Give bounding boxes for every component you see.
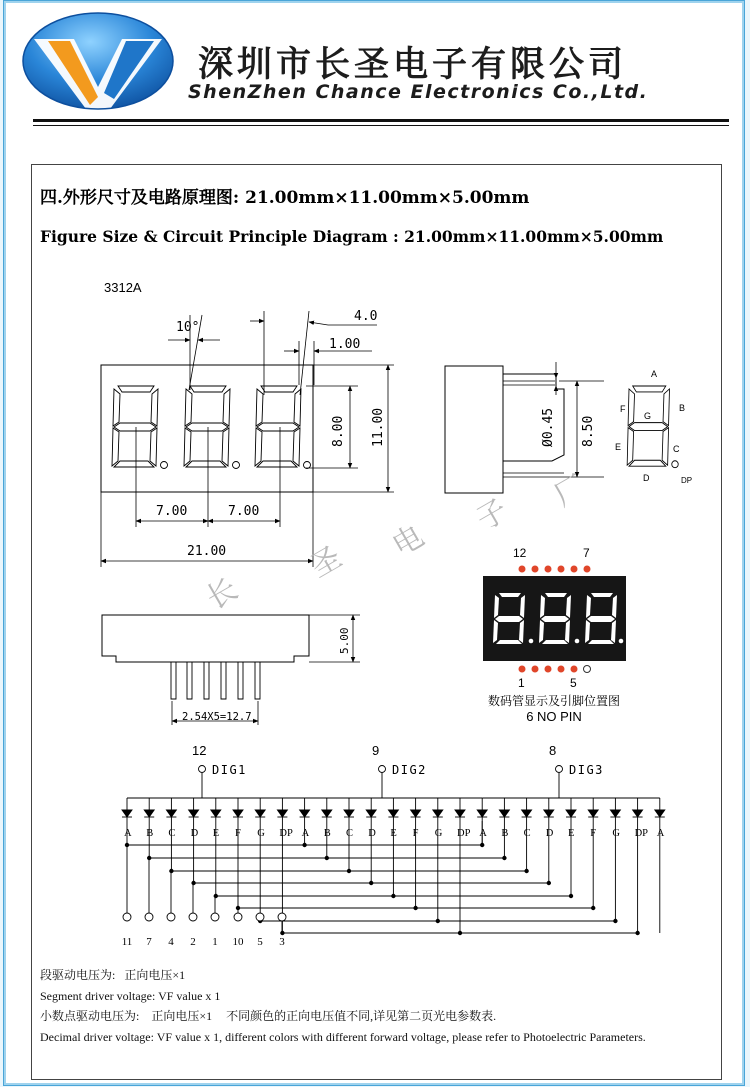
segment-label: C [168, 828, 176, 839]
led-diode [455, 810, 465, 817]
pin-caption-english: 6 NO PIN [526, 709, 582, 724]
note-decimal-cn [40, 1006, 716, 1027]
pin-number: 1 [212, 936, 218, 948]
pin-pitch-label: 2.54X5=12.7 [182, 711, 252, 723]
segment-label: G [612, 828, 620, 839]
section-title-chinese: 四.外形尺寸及电路原理图: 21.00mm×11.00mm×5.00mm [40, 188, 530, 208]
pin-number: 10 [232, 936, 244, 948]
seg-label-e: E [615, 442, 622, 452]
dim-width: 21.00 [187, 544, 227, 559]
circuit-diagram [122, 766, 665, 936]
segment-label: C [523, 828, 531, 839]
bottom-view [102, 615, 360, 725]
led-diode [544, 810, 554, 817]
segment-label: E [212, 828, 220, 839]
front-view [101, 280, 394, 567]
pin-number: 2 [190, 936, 196, 948]
led-diode [411, 810, 421, 817]
pin-diagram [483, 546, 626, 724]
segment-label: A [479, 828, 487, 839]
segment-label: D [545, 828, 554, 839]
company-name-chinese: 深圳市长圣电子有限公司 [198, 45, 628, 85]
page [6, 3, 742, 1083]
led-diode [655, 810, 665, 817]
segment-label: A [301, 828, 310, 839]
side-height: 8.50 [581, 415, 596, 447]
pin-terminal [211, 913, 219, 921]
segment-label: E [390, 828, 397, 839]
led-diode [322, 810, 332, 817]
segment-label: F [235, 828, 241, 839]
dim-total-height: 11.00 [371, 407, 386, 447]
led-diode [388, 810, 398, 817]
segment-label: F [412, 828, 419, 839]
led-diode [522, 810, 532, 817]
seg-label-d: D [643, 473, 650, 483]
notes [40, 965, 716, 1047]
watermark-char: 电 [386, 518, 430, 564]
seg-label-g: G [644, 411, 652, 421]
dim-digit-height: 8.00 [331, 415, 346, 447]
note-seg-cn-value: 正向电压×1 [124, 968, 186, 982]
segment-label: F [590, 828, 597, 839]
watermark-char: 厂 [548, 468, 592, 514]
top-pins [519, 566, 591, 573]
led-diode [477, 810, 487, 817]
led-diode [588, 810, 598, 817]
company-header [6, 3, 742, 123]
segment-label: DP [634, 828, 649, 839]
segment-label: B [146, 828, 154, 839]
pin-terminal [167, 913, 175, 921]
led-diode [300, 810, 310, 817]
pin-top-left-num: 12 [513, 546, 527, 560]
segment-label: DP [457, 828, 471, 839]
digit-pin-number: 8 [549, 743, 557, 758]
led-diode [122, 810, 132, 817]
led-diode [499, 810, 509, 817]
led-diode [211, 810, 221, 817]
note-segment-cn [40, 965, 716, 986]
note-dec-cn-value: 正向电压×1 [151, 1009, 213, 1023]
note-segment-en: Segment driver voltage: VF value x 1 [40, 988, 221, 1003]
segment-label: B [323, 828, 331, 839]
header-rule [33, 119, 729, 122]
segment-label: C [346, 828, 354, 839]
company-logo [18, 9, 178, 115]
led-diode [433, 810, 443, 817]
pin-terminal [278, 913, 286, 921]
digit-terminal [556, 766, 563, 773]
segment-label: DP [279, 828, 293, 839]
segment-label: E [568, 828, 575, 839]
seg-label-c: C [673, 444, 680, 454]
dim-thickness: 5.00 [338, 627, 351, 654]
pin-top-right-num: 7 [583, 546, 590, 560]
dim-1-label: 1.00 [329, 337, 361, 352]
segment-label: B [501, 828, 509, 839]
segment-label: D [190, 828, 199, 839]
pin-terminal [123, 913, 131, 921]
watermark-char: 长 [200, 571, 244, 617]
led-diode [233, 810, 243, 817]
note-decimal-en: Decimal driver voltage: VF value x 1, different colors with different forward voltage, please refer to Photoelectric Parameters. [40, 1029, 646, 1044]
company-name-english: ShenZhen Chance Electronics Co.,Ltd. [188, 81, 649, 103]
pin-number: 7 [146, 936, 152, 948]
pin-terminal [189, 913, 197, 921]
pin-number: 5 [257, 936, 263, 948]
led-diode [189, 810, 199, 817]
digit-pin-number: 9 [372, 743, 380, 758]
pin-caption-chinese: 数码管显示及引脚位置图 [487, 694, 621, 708]
side-view [445, 362, 604, 493]
digit-terminal [199, 766, 206, 773]
segment-label: A [124, 828, 132, 839]
digit-terminal [379, 766, 386, 773]
digit-label: DIG1 [212, 763, 247, 777]
pin-terminal [256, 913, 264, 921]
pin-number: 4 [168, 936, 174, 948]
pin-number: 11 [121, 936, 133, 948]
seg-label-dp: DP [681, 476, 693, 485]
led-diode [610, 810, 620, 817]
digit-label: DIG3 [569, 763, 604, 777]
led-diode [344, 810, 354, 817]
dim-pitch-1: 7.00 [156, 504, 188, 519]
front-digits [112, 386, 311, 469]
pin-diameter: Ø0.45 [541, 407, 556, 447]
bottom-pins [519, 666, 591, 673]
pin-terminal [145, 913, 153, 921]
drawing [32, 165, 721, 1079]
led-diode [166, 810, 176, 817]
model-label: 3312A [104, 280, 142, 295]
header-rule-thin [33, 125, 729, 126]
watermark-char: 子 [470, 492, 514, 538]
watermark-char: 圣 [304, 539, 348, 585]
pin-terminal [234, 913, 242, 921]
dim-4-label: 4.0 [354, 309, 378, 324]
section-title-english: Figure Size & Circuit Principle Diagram : 21.00mm×11.00mm×5.00mm [40, 227, 664, 246]
led-diode [255, 810, 265, 817]
pin-bottom-left-num: 1 [518, 676, 525, 690]
spec-panel [31, 164, 722, 1080]
segment-label: G [257, 828, 265, 839]
led-diode [144, 810, 154, 817]
seg-label-b: B [679, 403, 686, 413]
led-diode [277, 810, 287, 817]
segment-map [615, 369, 692, 485]
segment-label: G [434, 828, 443, 839]
pin-number: 3 [279, 936, 285, 948]
angle-label: 10° [176, 320, 200, 335]
led-diode [366, 810, 376, 817]
pin-bottom-right-num: 5 [570, 676, 577, 690]
segment-label: D [368, 828, 376, 839]
seg-label-a: A [651, 369, 658, 379]
seg-label-f: F [620, 404, 626, 414]
led-diode [566, 810, 576, 817]
note-dec-cn-label: 小数点驱动电压为: [40, 1009, 140, 1023]
dim-pitch-2: 7.00 [228, 504, 260, 519]
note-seg-cn-label: 段驱动电压为: [40, 968, 116, 982]
note-dec-cn-extra: 不同颜色的正向电压值不同,详见第二页光电参数表. [226, 1009, 497, 1023]
segment-label: A [656, 828, 665, 839]
digit-label: DIG2 [392, 763, 427, 777]
digit-pin-number: 12 [192, 743, 207, 758]
led-diode [633, 810, 643, 817]
